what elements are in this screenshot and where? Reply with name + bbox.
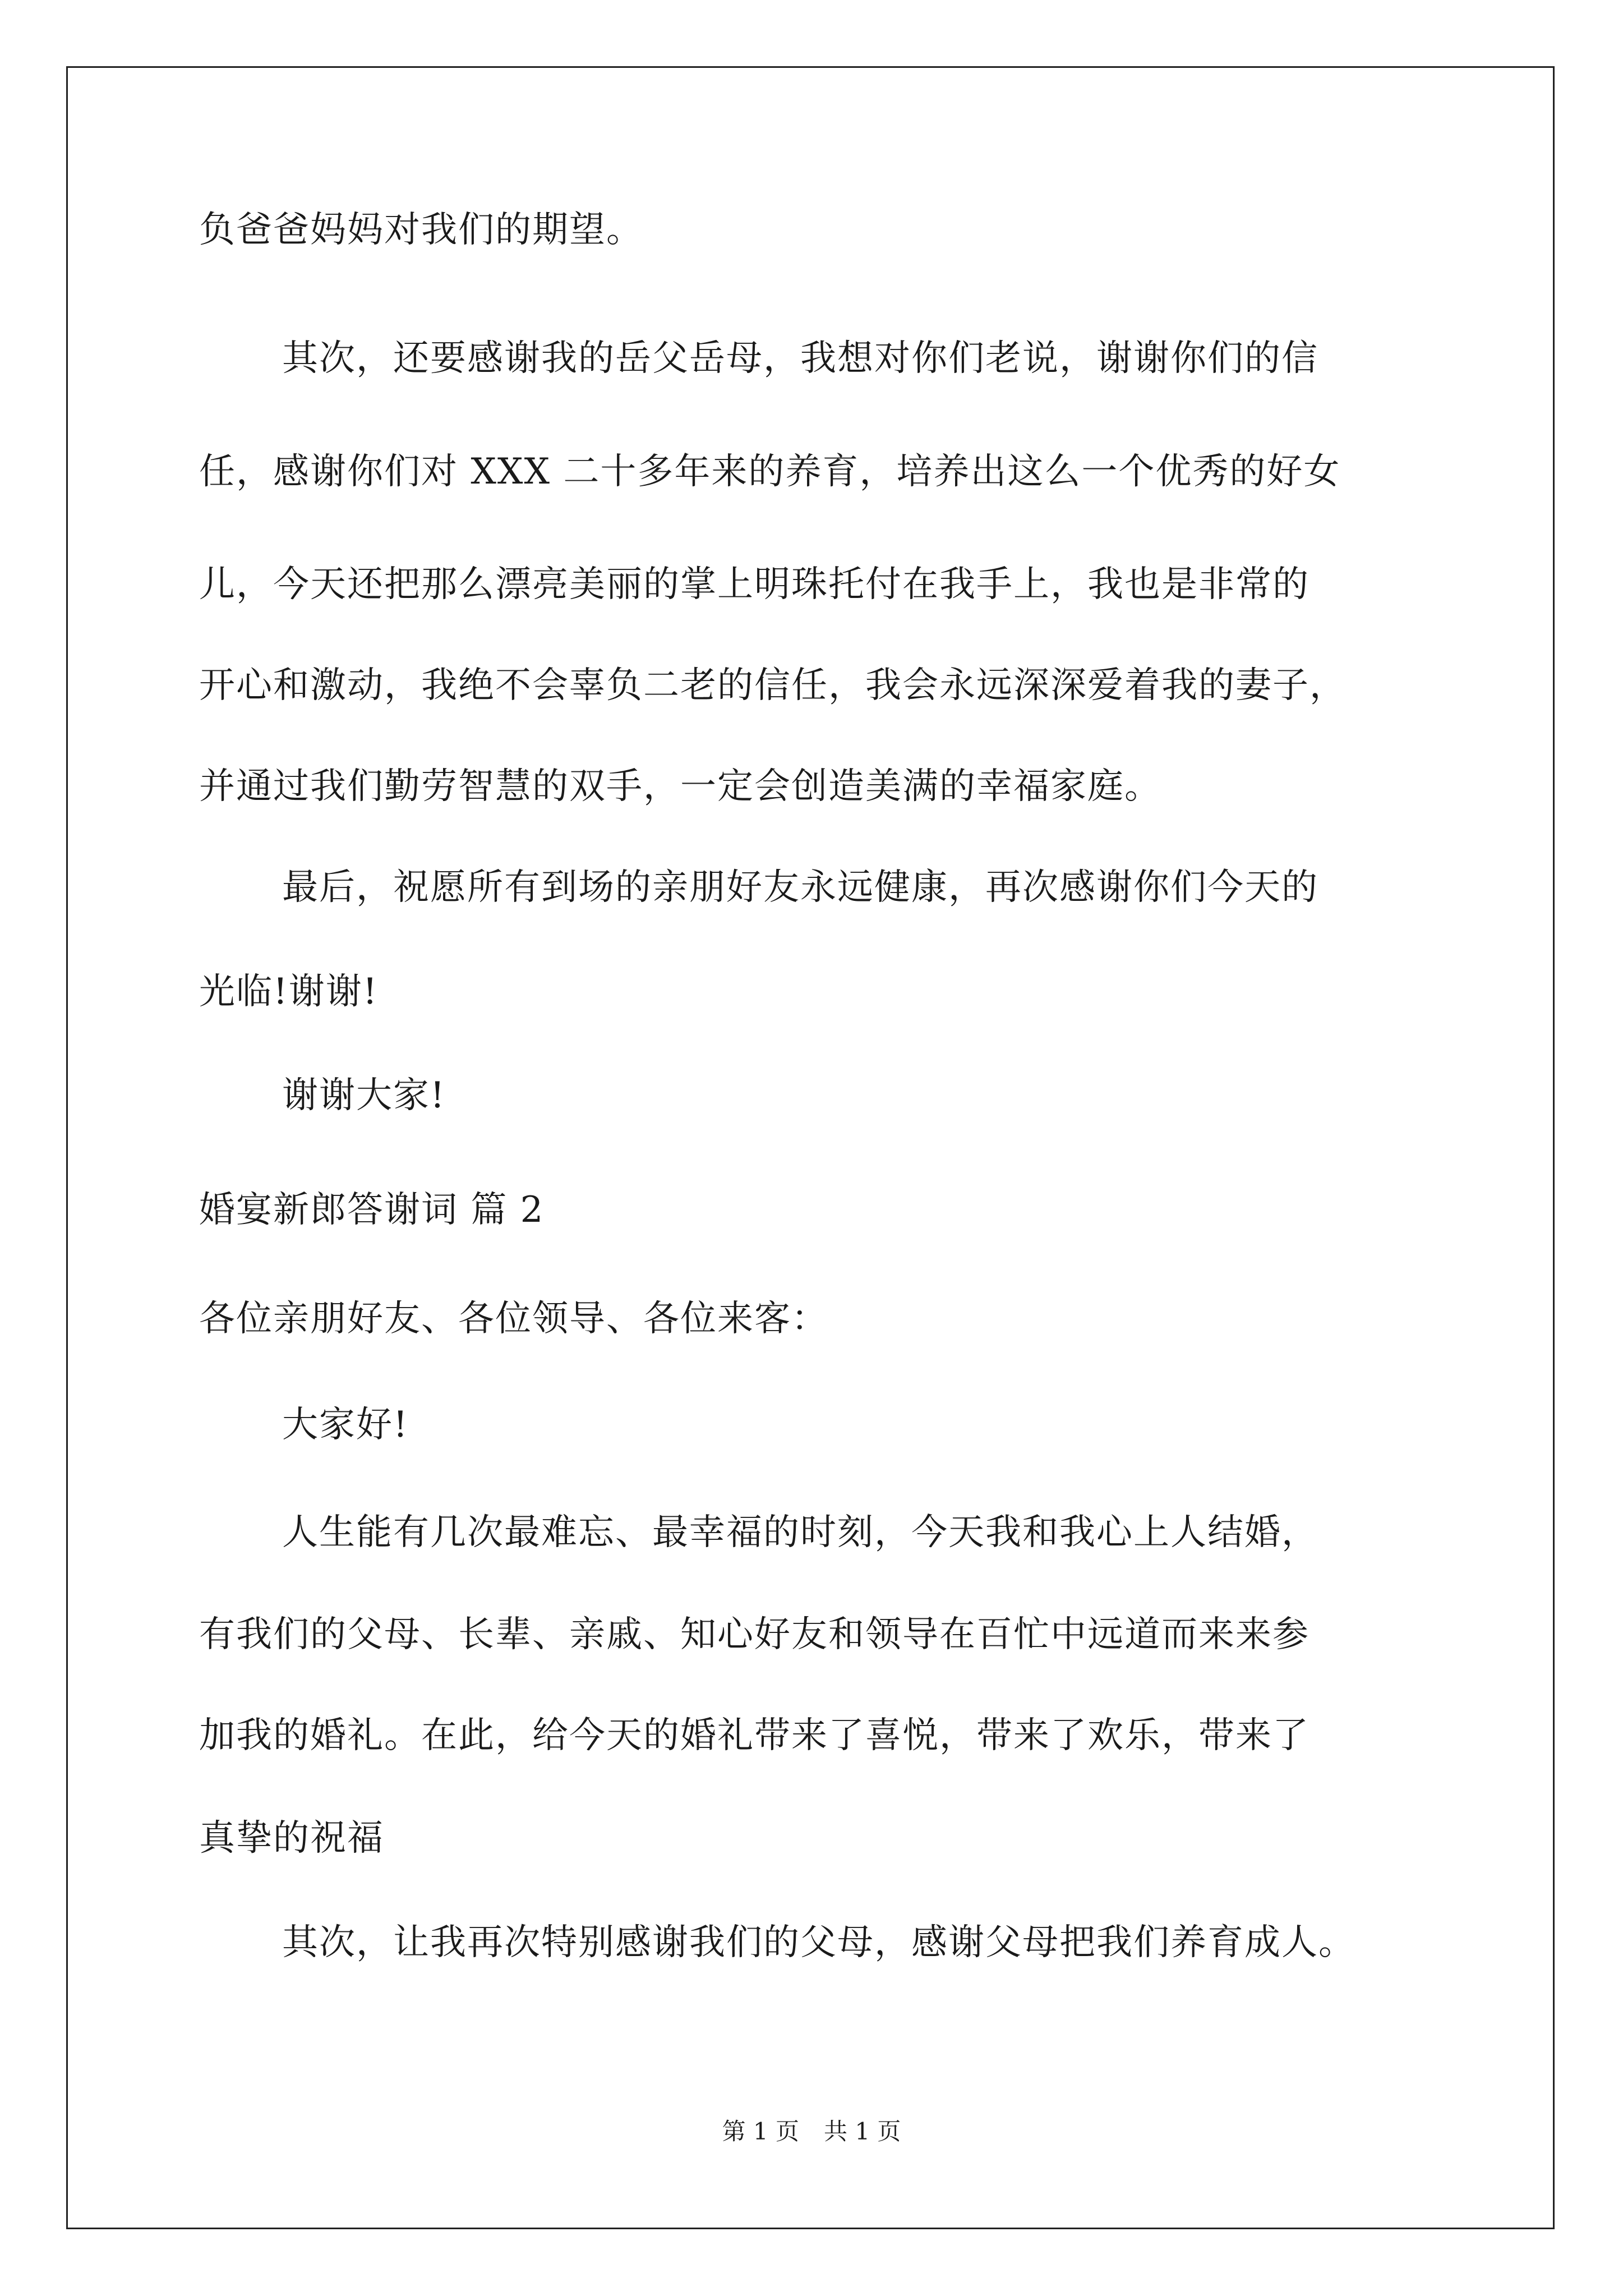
text-line: 光临!谢谢!	[199, 971, 379, 1013]
text-line: 其次，还要感谢我的岳父岳母，我想对你们老说，谢谢你们的信	[282, 338, 1318, 379]
salutation: 各位亲朋好友、各位领导、各位来客：	[199, 1298, 828, 1340]
text-line: 有我们的父母、长辈、亲戚、知心好友和领导在百忙中远道而来来参	[199, 1614, 1310, 1655]
text-line: 儿，今天还把那么漂亮美丽的掌上明珠托付在我手上，我也是非常的	[199, 564, 1310, 605]
text-line: 真挚的祝福	[199, 1818, 384, 1859]
text-line: 并通过我们勤劳智慧的双手，一定会创造美满的幸福家庭。	[199, 766, 1161, 807]
text-line: 任，感谢你们对 XXX 二十多年来的养育，培养出这么一个优秀的好女	[199, 451, 1341, 493]
text-line: 加我的婚礼。在此，给今天的婚礼带来了喜悦，带来了欢乐，带来了	[199, 1715, 1310, 1756]
text-line: 人生能有几次最难忘、最幸福的时刻，今天我和我心上人结婚，	[282, 1512, 1318, 1553]
text-line: 负爸爸妈妈对我们的期望。	[199, 209, 643, 251]
text-line: 其次，让我再次特别感谢我们的父母，感谢父母把我们养育成人。	[282, 1922, 1355, 1963]
section-heading: 婚宴新郎答谢词 篇 2	[199, 1189, 545, 1231]
text-line: 开心和激动，我绝不会辜负二老的信任，我会永远深深爱着我的妻子，	[199, 665, 1347, 706]
text-line: 最后，祝愿所有到场的亲朋好友永远健康，再次感谢你们今天的	[282, 867, 1318, 908]
page-footer	[0, 2118, 1623, 2146]
text-line: 谢谢大家!	[282, 1075, 446, 1116]
text-line: 大家好!	[282, 1404, 409, 1446]
page-number: 第 1 页	[722, 2118, 799, 2145]
page-border	[66, 66, 1555, 2229]
page-total: 共 1 页	[824, 2118, 901, 2145]
